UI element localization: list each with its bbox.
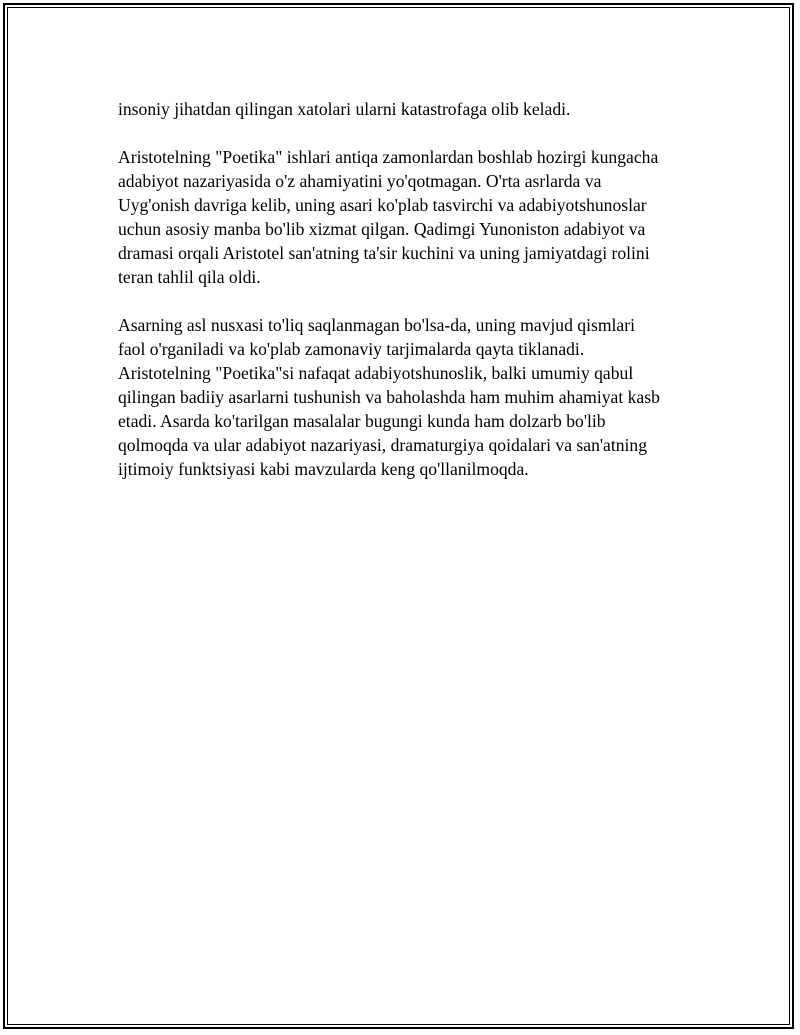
text-line: adabiyot nazariyasida o'z ahamiyatini yo'qotmagan. O'rta asrlarda va xyxy=(118,171,602,191)
text-line: insoniy jihatdan qilingan xatolari ularni katastrofaga olib keladi. xyxy=(118,99,571,119)
text-line: qilingan badiiy asarlarni tushunish va baholashda ham muhim ahamiyat kasb xyxy=(118,387,660,407)
text-line: Aristotelning "Poetika" ishlari antiqa zamonlardan boshlab hozirgi kungacha xyxy=(118,147,659,167)
paragraph-3 xyxy=(118,313,698,481)
text-line: teran tahlil qila oldi. xyxy=(118,267,261,287)
document-body xyxy=(118,97,698,505)
page-frame xyxy=(3,3,794,1029)
text-line: dramasi orqali Aristotel san'atning ta'sir kuchini va uning jamiyatdagi rolini xyxy=(118,243,650,263)
text-line: Aristotelning "Poetika"si nafaqat adabiyotshunoslik, balki umumiy qabul xyxy=(118,363,634,383)
text-line: etadi. Asarda ko'tarilgan masalalar bugungi kunda ham dolzarb bo'lib xyxy=(118,411,606,431)
paragraph-2 xyxy=(118,145,698,289)
text-line: Asarning asl nusxasi to'liq saqlanmagan bo'lsa-da, uning mavjud qismlari xyxy=(118,315,635,335)
text-line: faol o'rganiladi va ko'plab zamonaviy tarjimalarda qayta tiklanadi. xyxy=(118,339,585,359)
text-line: Uyg'onish davriga kelib, uning asari ko'plab tasvirchi va adabiyotshunoslar xyxy=(118,195,647,215)
paragraph-1 xyxy=(118,97,698,121)
text-line: uchun asosiy manba bo'lib xizmat qilgan. Qadimgi Yunoniston adabiyot va xyxy=(118,219,646,239)
text-line: qolmoqda va ular adabiyot nazariyasi, dramaturgiya qoidalari va san'atning xyxy=(118,435,648,455)
text-line: ijtimoiy funktsiyasi kabi mavzularda keng qo'llanilmoqda. xyxy=(118,459,529,479)
